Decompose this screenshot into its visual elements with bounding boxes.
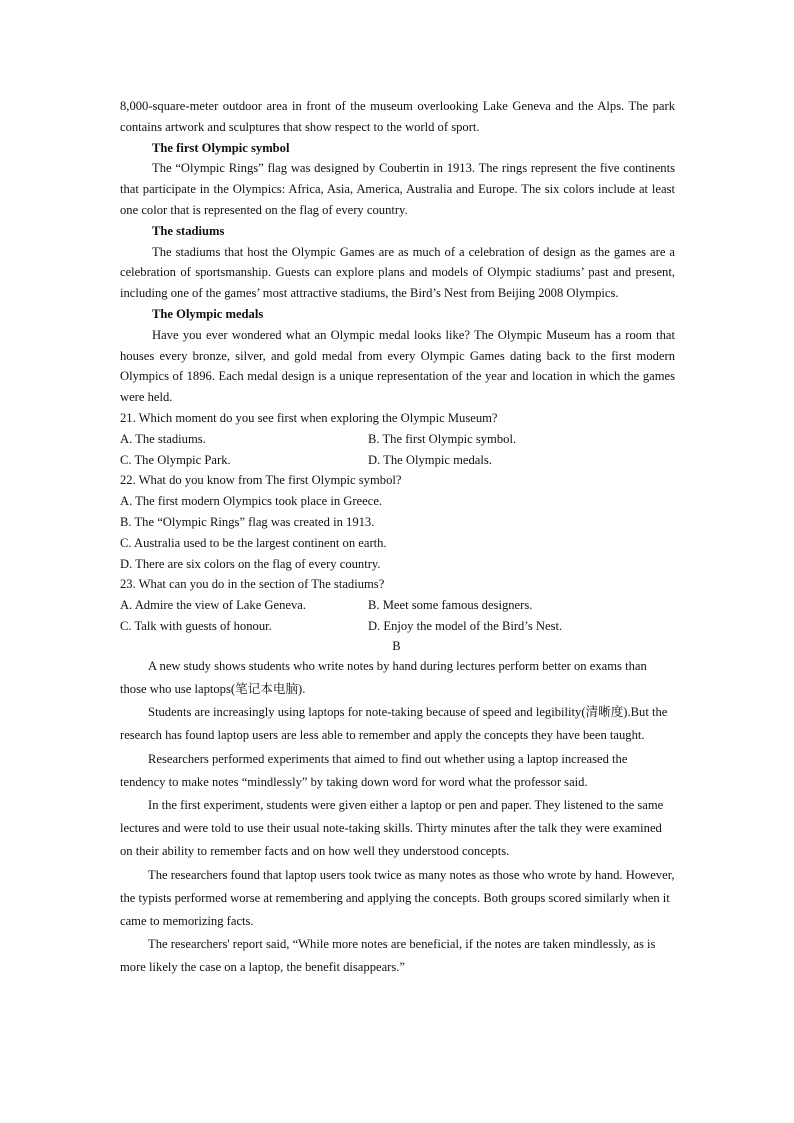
- question-23-option-c: C. Talk with guests of honour.: [120, 618, 272, 633]
- question-23-option-b: B. Meet some famous designers.: [368, 598, 533, 613]
- question-23-stem: 23. What can you do in the section of The stadiums?: [120, 577, 385, 592]
- section-text-olympic-symbol: The “Olympic Rings” flag was designed by Coubertin in 1913. The rings represent the five continents that participate in the Olympics: Africa, Asia, America, Australia and Europe. The six colors include at least one color that is represented on the flag of every country.: [120, 161, 675, 217]
- section-heading-medals: The Olympic medals: [152, 306, 264, 321]
- part-b-paragraph-6: The researchers' report said, “While more notes are beneficial, if the notes are taken mindlessly, as is more likely the case on a laptop, the benefit disappears.”: [120, 937, 656, 975]
- question-21-option-b: B. The first Olympic symbol.: [368, 431, 517, 446]
- question-23-options-row-2: [120, 616, 675, 637]
- part-b-paragraph-2: Students are increasingly using laptops for note-taking because of speed and legibility(清晰度).But the research has found laptop users are less able to remember and apply the concepts they have been taught.: [120, 705, 668, 743]
- question-22-option-a: A. The first modern Olympics took place in Greece.: [120, 494, 383, 509]
- question-21-option-c: C. The Olympic Park.: [120, 452, 231, 467]
- intro-paragraph: 8,000-square-meter outdoor area in front of the museum overlooking Lake Geneva and the Alps. The park contains artwork and sculptures that show respect to the world of sport.: [120, 99, 675, 134]
- question-23-option-a: A. Admire the view of Lake Geneva.: [120, 598, 307, 613]
- section-heading-stadiums: The stadiums: [152, 223, 225, 238]
- part-b-paragraph-3: Researchers performed experiments that aimed to find out whether using a laptop increased the tendency to make notes “mindlessly” by taking down word for word what the professor said.: [120, 751, 628, 789]
- question-22-stem: 22. What do you know from The first Olympic symbol?: [120, 473, 402, 488]
- part-b-paragraph-4: In the first experiment, students were given either a laptop or pen and paper. They listened to the same lectures and were told to use their usual note-taking skills. Thirty minutes after the talk they were examined on their ability to remember facts and on how well they understood concepts.: [120, 797, 664, 859]
- question-21-options-row-1: [120, 429, 675, 450]
- part-b-paragraph-5: The researchers found that laptop users took twice as many notes as those who wrote by hand. However, the typists performed worse at remembering and applying the concepts. Both groups scored similarly when it came to memorizing facts.: [120, 867, 675, 928]
- section-text-stadiums: The stadiums that host the Olympic Games are as much of a celebration of design as the games are a celebration of sportsmanship. Guests can explore plans and models of Olympic stadiums’ past and present, including one of the games’ most attractive stadiums, the Bird’s Nest from Beijing 2008 Olympics.: [120, 244, 675, 301]
- question-21-option-d: D. The Olympic medals.: [368, 452, 492, 467]
- question-22-option-b: B. The “Olympic Rings” flag was created in 1913.: [120, 514, 375, 529]
- question-23-option-d: D. Enjoy the model of the Bird’s Nest.: [368, 618, 563, 633]
- part-b-label: B: [392, 638, 401, 653]
- section-text-medals: Have you ever wondered what an Olympic medal looks like? The Olympic Museum has a room that houses every bronze, silver, and gold medal from every Olympic Games dating back to the first modern Olympics of 1896. Each medal design is a unique representation of the year and location in which the games were held.: [120, 327, 675, 405]
- question-21-options-row-2: [120, 450, 675, 471]
- question-21-stem: 21. Which moment do you see first when exploring the Olympic Museum?: [120, 410, 498, 425]
- part-b-paragraph-1: A new study shows students who write notes by hand during lectures perform better on exams than those who use laptops(笔记本电脑).: [120, 658, 647, 696]
- question-23-options-row-1: [120, 595, 675, 616]
- page-content: [120, 96, 675, 980]
- question-22-option-c: C. Australia used to be the largest continent on earth.: [120, 535, 387, 550]
- question-21-option-a: A. The stadiums.: [120, 431, 206, 446]
- section-heading-olympic-symbol: The first Olympic symbol: [152, 140, 290, 155]
- question-22-option-d: D. There are six colors on the flag of every country.: [120, 556, 381, 571]
